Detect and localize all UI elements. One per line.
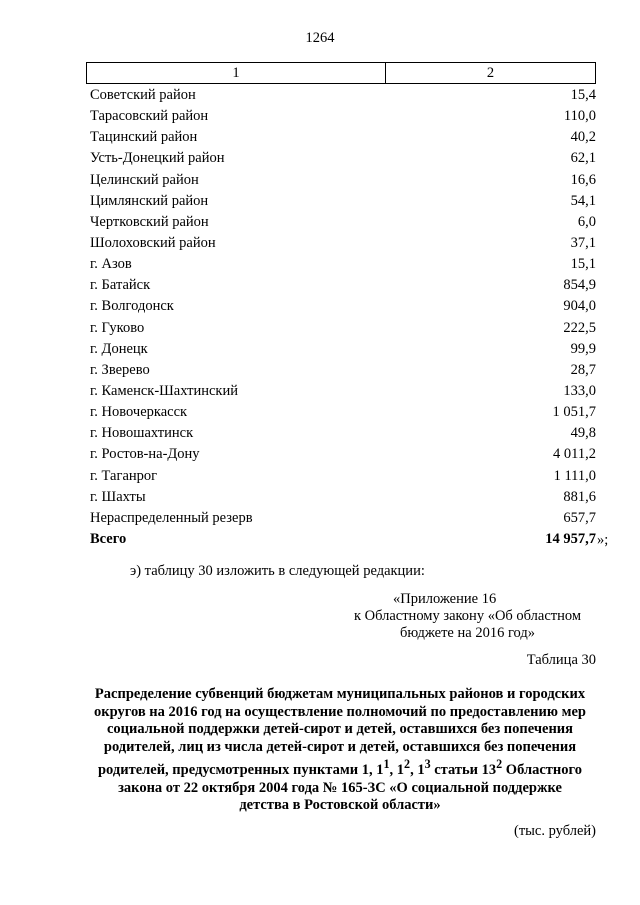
- table-column-header: [86, 62, 596, 84]
- table-row: [90, 487, 596, 508]
- row-value: 6,0: [577, 213, 596, 230]
- title-text: статьи 13: [430, 762, 497, 779]
- row-name: г. Новочеркасск: [90, 404, 188, 421]
- row-value: 1 051,7: [552, 404, 596, 421]
- superscript: 3: [424, 757, 431, 772]
- title-line: закона от 22 октября 2004 года № 165-ЗС «О социальной поддержке: [118, 779, 562, 796]
- table-title: [70, 686, 610, 815]
- row-value: 1 111,0: [553, 467, 596, 484]
- row-name: г. Зверево: [90, 361, 150, 378]
- table-row: [90, 466, 596, 487]
- row-name: Шолоховский район: [90, 235, 216, 252]
- table-row: [90, 423, 596, 444]
- table-row: [90, 339, 596, 360]
- superscript: 2: [496, 757, 503, 772]
- table-row: [90, 402, 596, 423]
- page-number: 1264: [305, 30, 335, 46]
- superscript: 1: [383, 757, 390, 772]
- table-row: [90, 254, 596, 275]
- row-name: Советский район: [90, 87, 196, 104]
- row-value: 133,0: [563, 383, 596, 400]
- title-line: родителей, лиц из числа детей-сирот и детей, оставшихся без попечения: [103, 738, 577, 755]
- row-name: Целинский район: [90, 171, 199, 188]
- table-row: [90, 318, 596, 339]
- table-row: [90, 296, 596, 317]
- row-value: 4 011,2: [553, 446, 596, 463]
- row-name: Тарасовский район: [90, 108, 209, 125]
- appendix-line-1: «Приложение 16: [393, 591, 497, 607]
- table-row: [90, 508, 596, 529]
- row-name: Чертковский район: [90, 213, 209, 230]
- total-label: Всего: [90, 531, 127, 548]
- table-row: [90, 191, 596, 212]
- table-row: [90, 85, 596, 106]
- row-value: 99,9: [570, 340, 596, 357]
- table-row: [90, 212, 596, 233]
- row-value: 657,7: [563, 509, 596, 526]
- row-value: 15,1: [570, 256, 596, 273]
- row-name: г. Волгодонск: [90, 298, 174, 315]
- appendix-line-3: бюджете на 2016 год»: [399, 625, 535, 641]
- row-value: 881,6: [563, 488, 596, 505]
- title-text: , 1: [410, 762, 425, 779]
- appendix-reference: [340, 591, 595, 642]
- row-value: 15,4: [570, 87, 596, 104]
- table-row: [90, 170, 596, 191]
- row-value: 54,1: [570, 192, 596, 209]
- table-row: [90, 444, 596, 465]
- row-name: г. Таганрог: [90, 467, 158, 484]
- title-line: детства в Ростовской области»: [239, 797, 441, 814]
- row-value: 40,2: [570, 129, 596, 146]
- title-text: , 1: [389, 762, 405, 779]
- title-line: социальной поддержки детей-сирот и детей, оставшихся без попечения: [107, 721, 573, 738]
- table-number-label: Таблица 30: [526, 652, 596, 668]
- column-header-1: 1: [87, 63, 386, 83]
- row-value: 62,1: [570, 150, 596, 167]
- title-line: Распределение субвенций бюджетам муниципальных районов и городских: [94, 686, 586, 702]
- row-name: Нераспределенный резерв: [90, 509, 253, 526]
- row-value: 110,0: [563, 108, 596, 125]
- closing-quote-mark: »;: [597, 532, 609, 548]
- row-value: 28,7: [570, 361, 596, 378]
- row-value: 904,0: [563, 298, 596, 315]
- row-name: г. Азов: [90, 256, 132, 273]
- appendix-line-2: к Областному закону «Об областном: [353, 608, 582, 624]
- row-value: 222,5: [563, 319, 596, 336]
- title-line: [70, 756, 610, 779]
- table-row: [90, 127, 596, 148]
- table-row: [90, 275, 596, 296]
- row-name: г. Гуково: [90, 319, 145, 336]
- row-name: Усть-Донецкий район: [90, 150, 225, 167]
- row-name: Тацинский район: [90, 129, 198, 146]
- units-label: (тыс. рублей): [514, 823, 596, 839]
- table-row: [90, 360, 596, 381]
- row-name: Цимлянский район: [90, 192, 209, 209]
- row-name: г. Батайск: [90, 277, 151, 294]
- table-row: [90, 381, 596, 402]
- total-value: 14 957,7: [545, 531, 596, 548]
- table-total-row: [90, 529, 596, 550]
- title-text: Областного: [502, 762, 582, 779]
- table-row: [90, 233, 596, 254]
- row-value: 16,6: [570, 171, 596, 188]
- row-name: г. Ростов-на-Дону: [90, 446, 200, 463]
- superscript: 2: [404, 757, 411, 772]
- row-value: 854,9: [563, 277, 596, 294]
- title-text: родителей, предусмотренных пунктами 1, 1: [97, 762, 384, 779]
- table-row: [90, 148, 596, 169]
- row-value: 49,8: [570, 425, 596, 442]
- amendment-intro: э) таблицу 30 изложить в следующей редакции:: [130, 563, 425, 579]
- row-value: 37,1: [570, 235, 596, 252]
- row-name: г. Шахты: [90, 488, 146, 505]
- row-name: г. Донецк: [90, 340, 148, 357]
- column-header-2: 2: [486, 65, 495, 81]
- table-row: [90, 106, 596, 127]
- title-line: округов на 2016 год на осуществление полномочий по предоставлению мер: [94, 703, 586, 720]
- table-body: [90, 85, 596, 550]
- row-name: г. Новошахтинск: [90, 425, 194, 442]
- row-name: г. Каменск-Шахтинский: [90, 383, 238, 400]
